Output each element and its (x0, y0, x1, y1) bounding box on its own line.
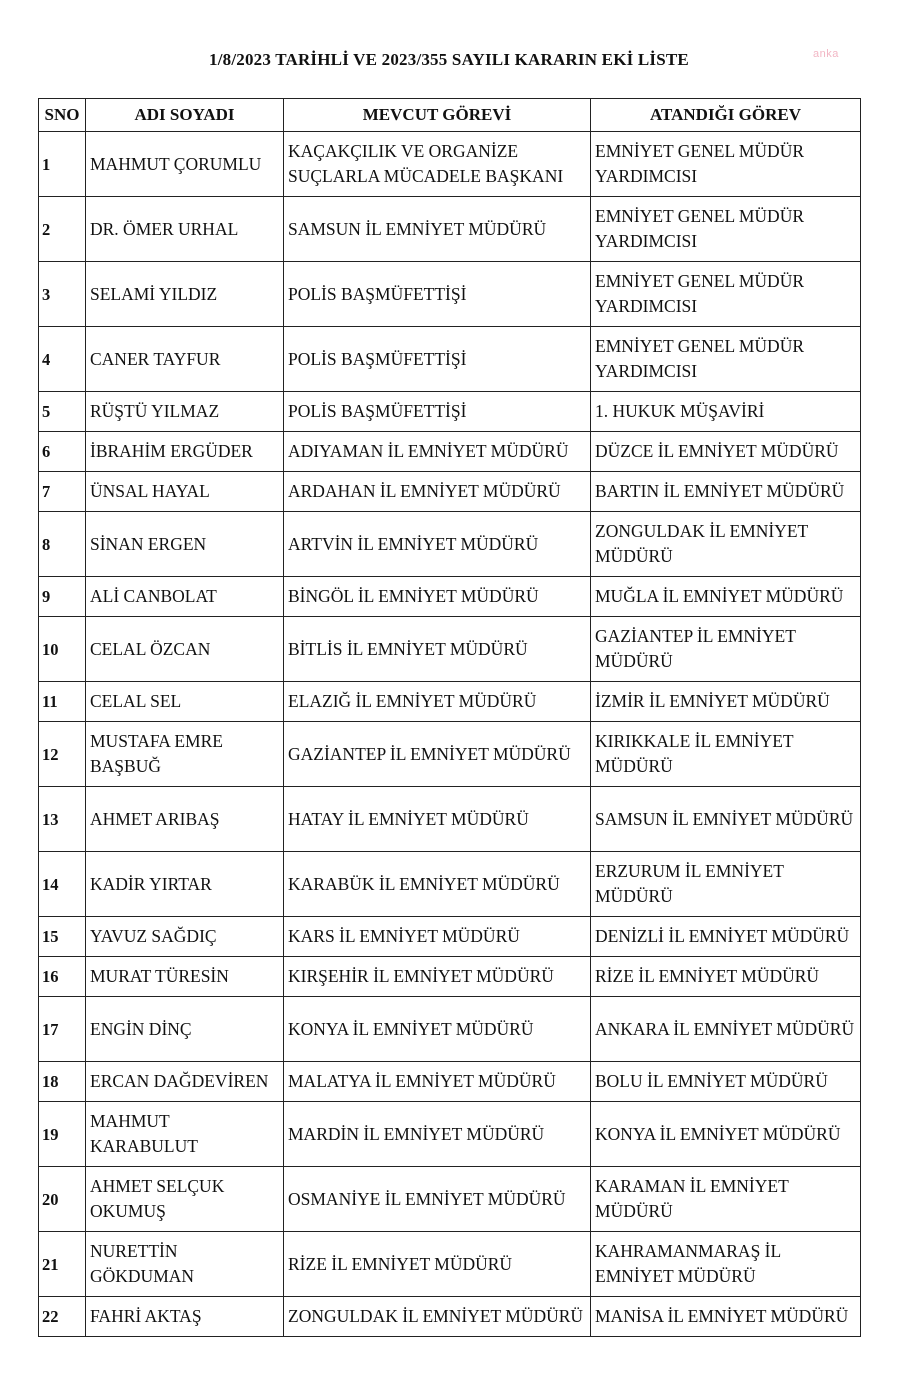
cell-current-position: ELAZIĞ İL EMNİYET MÜDÜRÜ (284, 682, 591, 722)
cell-name: MAHMUT KARABULUT (86, 1102, 284, 1167)
cell-sno: 18 (39, 1062, 86, 1102)
cell-new-position: ZONGULDAK İL EMNİYET MÜDÜRÜ (591, 512, 861, 577)
cell-name: MUSTAFA EMRE BAŞBUĞ (86, 722, 284, 787)
cell-current-position: SAMSUN İL EMNİYET MÜDÜRÜ (284, 197, 591, 262)
cell-sno: 12 (39, 722, 86, 787)
cell-current-position: ARDAHAN İL EMNİYET MÜDÜRÜ (284, 472, 591, 512)
cell-name: İBRAHİM ERGÜDER (86, 432, 284, 472)
cell-name: AHMET SELÇUK OKUMUŞ (86, 1167, 284, 1232)
cell-sno: 6 (39, 432, 86, 472)
cell-name: CANER TAYFUR (86, 327, 284, 392)
cell-name: ALİ CANBOLAT (86, 577, 284, 617)
cell-current-position: KONYA İL EMNİYET MÜDÜRÜ (284, 997, 591, 1062)
cell-new-position: EMNİYET GENEL MÜDÜR YARDIMCISI (591, 327, 861, 392)
column-header-name: ADI SOYADI (86, 99, 284, 132)
cell-new-position: DENİZLİ İL EMNİYET MÜDÜRÜ (591, 917, 861, 957)
cell-sno: 15 (39, 917, 86, 957)
cell-name: MURAT TÜRESİN (86, 957, 284, 997)
column-header-new-position: ATANDIĞI GÖREV (591, 99, 861, 132)
cell-current-position: BİNGÖL İL EMNİYET MÜDÜRÜ (284, 577, 591, 617)
table-row (39, 1062, 861, 1102)
cell-new-position: ANKARA İL EMNİYET MÜDÜRÜ (591, 997, 861, 1062)
cell-sno: 13 (39, 787, 86, 852)
cell-current-position: ZONGULDAK İL EMNİYET MÜDÜRÜ (284, 1297, 591, 1337)
cell-name: NURETTİN GÖKDUMAN (86, 1232, 284, 1297)
table-row (39, 327, 861, 392)
cell-current-position: ADIYAMAN İL EMNİYET MÜDÜRÜ (284, 432, 591, 472)
cell-new-position: EMNİYET GENEL MÜDÜR YARDIMCISI (591, 197, 861, 262)
cell-sno: 5 (39, 392, 86, 432)
table-row (39, 472, 861, 512)
cell-sno: 21 (39, 1232, 86, 1297)
cell-current-position: KIRŞEHİR İL EMNİYET MÜDÜRÜ (284, 957, 591, 997)
cell-name: ÜNSAL HAYAL (86, 472, 284, 512)
cell-sno: 4 (39, 327, 86, 392)
cell-current-position: MARDİN İL EMNİYET MÜDÜRÜ (284, 1102, 591, 1167)
cell-current-position: KAÇAKÇILIK VE ORGANİZE SUÇLARLA MÜCADELE BAŞKANI (284, 132, 591, 197)
cell-current-position: POLİS BAŞMÜFETTİŞİ (284, 392, 591, 432)
table-row (39, 722, 861, 787)
cell-name: DR. ÖMER URHAL (86, 197, 284, 262)
cell-current-position: POLİS BAŞMÜFETTİŞİ (284, 327, 591, 392)
cell-current-position: OSMANİYE İL EMNİYET MÜDÜRÜ (284, 1167, 591, 1232)
table-row (39, 682, 861, 722)
cell-sno: 14 (39, 852, 86, 917)
cell-sno: 22 (39, 1297, 86, 1337)
cell-new-position: MANİSA İL EMNİYET MÜDÜRÜ (591, 1297, 861, 1337)
cell-sno: 9 (39, 577, 86, 617)
cell-name: YAVUZ SAĞDIÇ (86, 917, 284, 957)
table-row (39, 577, 861, 617)
cell-new-position: DÜZCE İL EMNİYET MÜDÜRÜ (591, 432, 861, 472)
cell-current-position: KARS İL EMNİYET MÜDÜRÜ (284, 917, 591, 957)
table-row (39, 512, 861, 577)
table-row (39, 617, 861, 682)
cell-new-position: MUĞLA İL EMNİYET MÜDÜRÜ (591, 577, 861, 617)
cell-current-position: KARABÜK İL EMNİYET MÜDÜRÜ (284, 852, 591, 917)
cell-sno: 8 (39, 512, 86, 577)
cell-new-position: EMNİYET GENEL MÜDÜR YARDIMCISI (591, 262, 861, 327)
table-row (39, 392, 861, 432)
table-row (39, 1297, 861, 1337)
table-row (39, 1167, 861, 1232)
table-row (39, 852, 861, 917)
cell-new-position: BARTIN İL EMNİYET MÜDÜRÜ (591, 472, 861, 512)
table-row (39, 132, 861, 197)
cell-sno: 7 (39, 472, 86, 512)
cell-name: SELAMİ YILDIZ (86, 262, 284, 327)
cell-current-position: ARTVİN İL EMNİYET MÜDÜRÜ (284, 512, 591, 577)
table-row (39, 197, 861, 262)
cell-new-position: RİZE İL EMNİYET MÜDÜRÜ (591, 957, 861, 997)
table-row (39, 432, 861, 472)
watermark: anka (813, 48, 839, 60)
cell-sno: 3 (39, 262, 86, 327)
table-row (39, 917, 861, 957)
table-header-row (39, 99, 861, 132)
cell-name: KADİR YIRTAR (86, 852, 284, 917)
cell-new-position: BOLU İL EMNİYET MÜDÜRÜ (591, 1062, 861, 1102)
cell-new-position: 1. HUKUK MÜŞAVİRİ (591, 392, 861, 432)
column-header-current-position: MEVCUT GÖREVİ (284, 99, 591, 132)
cell-new-position: KIRIKKALE İL EMNİYET MÜDÜRÜ (591, 722, 861, 787)
document-title: 1/8/2023 TARİHLİ VE 2023/355 SAYILI KARARIN EKİ LİSTE (209, 50, 689, 69)
cell-name: FAHRİ AKTAŞ (86, 1297, 284, 1337)
cell-new-position: ERZURUM İL EMNİYET MÜDÜRÜ (591, 852, 861, 917)
cell-sno: 19 (39, 1102, 86, 1167)
cell-current-position: MALATYA İL EMNİYET MÜDÜRÜ (284, 1062, 591, 1102)
cell-current-position: RİZE İL EMNİYET MÜDÜRÜ (284, 1232, 591, 1297)
cell-new-position: GAZİANTEP İL EMNİYET MÜDÜRÜ (591, 617, 861, 682)
cell-sno: 20 (39, 1167, 86, 1232)
table-row (39, 1102, 861, 1167)
cell-new-position: KONYA İL EMNİYET MÜDÜRÜ (591, 1102, 861, 1167)
cell-sno: 1 (39, 132, 86, 197)
table-row (39, 1232, 861, 1297)
cell-current-position: GAZİANTEP İL EMNİYET MÜDÜRÜ (284, 722, 591, 787)
cell-new-position: SAMSUN İL EMNİYET MÜDÜRÜ (591, 787, 861, 852)
cell-name: CELAL SEL (86, 682, 284, 722)
cell-new-position: EMNİYET GENEL MÜDÜR YARDIMCISI (591, 132, 861, 197)
cell-sno: 17 (39, 997, 86, 1062)
cell-name: MAHMUT ÇORUMLU (86, 132, 284, 197)
cell-name: RÜŞTÜ YILMAZ (86, 392, 284, 432)
table-row (39, 262, 861, 327)
cell-name: ERCAN DAĞDEVİREN (86, 1062, 284, 1102)
cell-name: SİNAN ERGEN (86, 512, 284, 577)
column-header-sno: SNO (39, 99, 86, 132)
cell-current-position: BİTLİS İL EMNİYET MÜDÜRÜ (284, 617, 591, 682)
cell-sno: 16 (39, 957, 86, 997)
table-row (39, 957, 861, 997)
cell-current-position: POLİS BAŞMÜFETTİŞİ (284, 262, 591, 327)
cell-new-position: KAHRAMANMARAŞ İL EMNİYET MÜDÜRÜ (591, 1232, 861, 1297)
cell-name: AHMET ARIBAŞ (86, 787, 284, 852)
appointment-table (38, 98, 861, 1337)
cell-name: ENGİN DİNÇ (86, 997, 284, 1062)
cell-new-position: İZMİR İL EMNİYET MÜDÜRÜ (591, 682, 861, 722)
cell-name: CELAL ÖZCAN (86, 617, 284, 682)
cell-current-position: HATAY İL EMNİYET MÜDÜRÜ (284, 787, 591, 852)
cell-new-position: KARAMAN İL EMNİYET MÜDÜRÜ (591, 1167, 861, 1232)
table-row (39, 787, 861, 852)
cell-sno: 2 (39, 197, 86, 262)
table-row (39, 997, 861, 1062)
cell-sno: 10 (39, 617, 86, 682)
cell-sno: 11 (39, 682, 86, 722)
